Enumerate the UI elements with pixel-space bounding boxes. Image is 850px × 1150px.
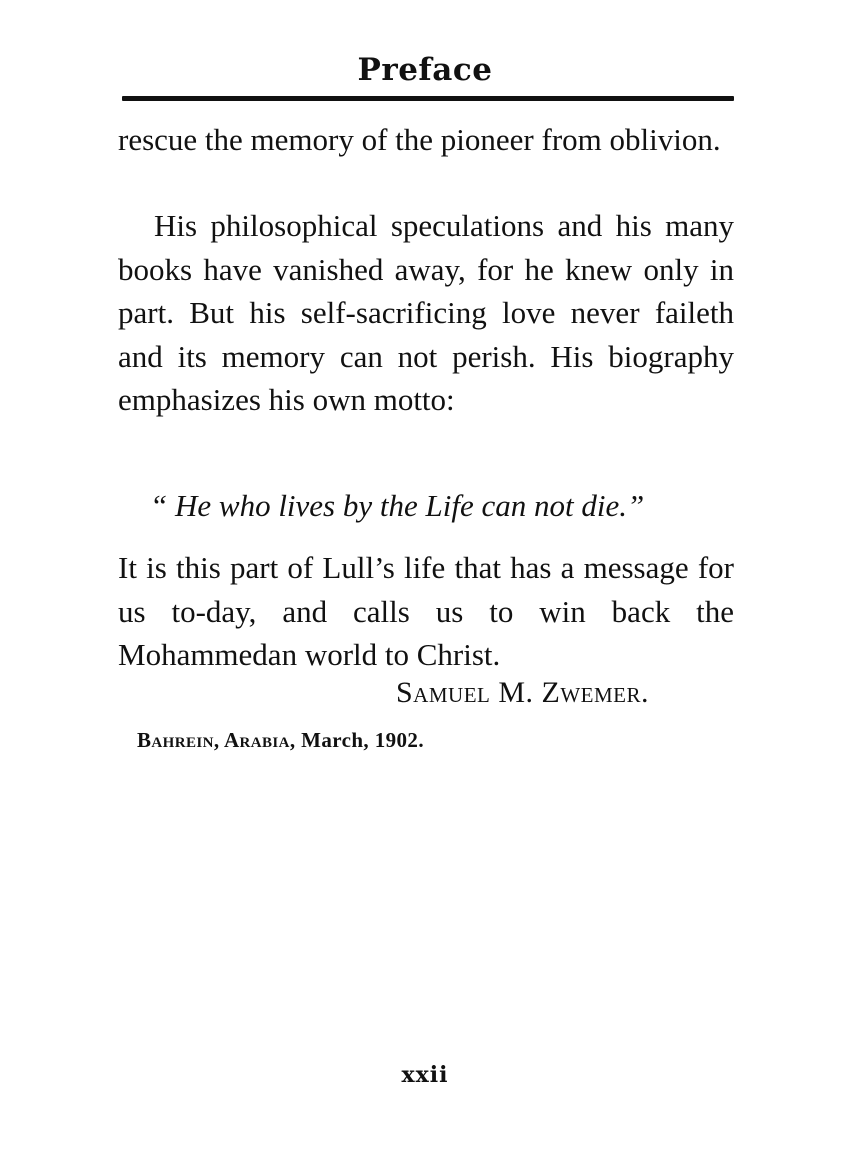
paragraph-text: rescue the memory of the pioneer from oblivion. [118,122,721,157]
running-header: Preface [357,52,493,88]
paragraph-motto-intro [118,204,734,422]
dateline-date: March, 1902. [301,728,424,752]
dateline-place: Bahrein, Arabia, [137,728,296,752]
paragraph-message [118,546,734,677]
paragraph-text: It is this part of Lull’s life that has a message for us to-day, and calls us to win back the Mohammedan world to Christ. [118,550,734,672]
page-number: xxii [401,1062,449,1088]
author-signature: Samuel M. Zwemer. [396,676,649,709]
dateline [137,728,637,753]
paragraph-continuation [118,118,734,162]
motto-quote: “ He who lives by the Life can not die.” [150,488,645,523]
paragraph-text: His philosophical speculations and his many books have vanished away, for he knew only in part. But his self-sacrificing love never faileth and its memory can not perish. His biography emphasizes his own motto: [118,208,734,417]
header-rule [122,96,734,101]
